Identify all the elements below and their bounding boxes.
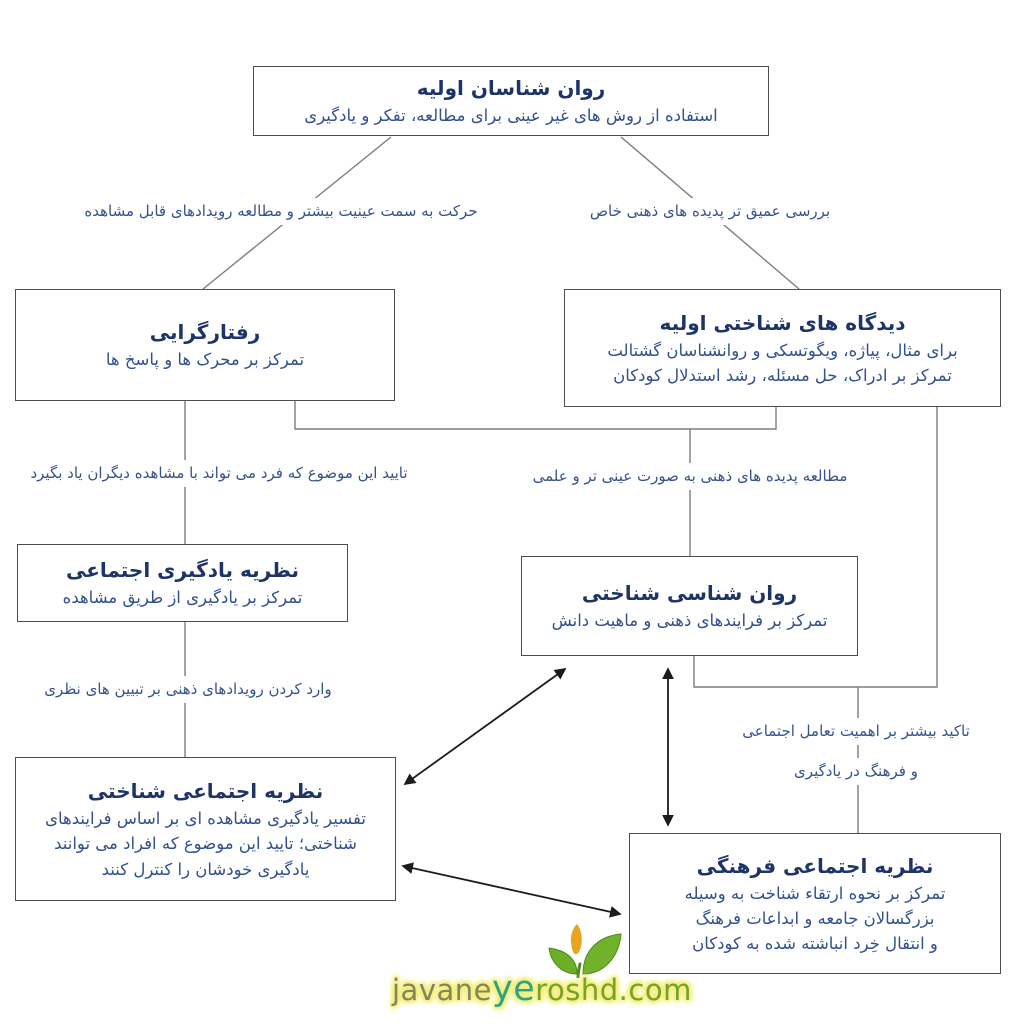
edge-label-study-mental-scientifically: مطالعه پدیده های ذهنی به صورت عینی تر و علمی	[523, 463, 858, 490]
watermark-part-javane: javane	[392, 973, 492, 1007]
box-cognitive-psychology	[521, 556, 858, 656]
box-social-cognitive-theory	[15, 757, 396, 901]
box-text-line: تفسیر یادگیری مشاهده ای بر اساس فرایندهای	[45, 809, 366, 829]
edge-label-mental-events-in-theory: وارد کردن رویدادهای ذهنی بر تبیین های نظری	[34, 676, 341, 703]
watermark-text	[392, 969, 692, 1009]
box-title: نظریه اجتماعی شناختی	[87, 779, 324, 804]
box-behaviorism	[15, 289, 395, 401]
box-text-line: شناختی؛ تایید این موضوع که افراد می توانند	[54, 834, 357, 854]
edge-label-emphasis-social-interaction-line1: تاکید بیشتر بر اهمیت تعامل اجتماعی	[732, 718, 980, 745]
watermark-part-ye: ye	[491, 969, 536, 1009]
sprout-leaves-icon	[529, 924, 633, 978]
edge-label-deeper-study-mental: بررسی عمیق تر پدیده های ذهنی خاص	[580, 198, 840, 225]
box-title: دیدگاه های شناختی اولیه	[659, 310, 906, 335]
box-social-learning-theory	[17, 544, 348, 622]
box-title: نظریه اجتماعی فرهنگی	[696, 853, 934, 878]
box-title: نظریه یادگیری اجتماعی	[65, 558, 300, 583]
box-text-line: و انتقال خِرد انباشته شده به کودکان	[692, 934, 938, 954]
edge-label-learning-by-observing-others: تایید این موضوع که فرد می تواند با مشاهده دیگران یاد بگیرد	[20, 460, 417, 487]
box-title: روان شناسان اولیه	[416, 76, 606, 101]
box-early-psychologists	[253, 66, 769, 136]
box-text-line: تمرکز بر محرک ها و پاسخ ها	[105, 350, 305, 370]
box-text-line: تمرکز بر یادگیری از طریق مشاهده	[62, 588, 303, 608]
edge-label-emphasis-social-interaction-line2: و فرهنگ در یادگیری	[784, 758, 928, 785]
box-title: رفتارگرایی	[149, 320, 261, 345]
box-text-line: تمرکز بر فرایندهای ذهنی و ماهیت دانش	[551, 611, 828, 631]
box-title: روان شناسی شناختی	[581, 581, 798, 606]
watermark-part-roshd: roshd.com	[535, 973, 692, 1007]
box-text-line: تمرکز بر ادراک، حل مسئله، رشد استدلال کودکان	[613, 366, 952, 385]
arrow-socialcognitive-culturaltheory	[403, 866, 620, 914]
box-text-line: برای مثال، پیاژه، ویگوتسکی و روانشناسان گشتالت	[607, 340, 958, 360]
box-text-line: بزرگسالان جامعه و ابداعات فرهنگ	[695, 908, 935, 928]
edge-label-toward-objectivity: حرکت به سمت عینیت بیشتر و مطالعه رویدادهای قابل مشاهده	[74, 198, 487, 225]
box-text-line: استفاده از روش های غیر عینی برای مطالعه، تفکر و یادگیری	[304, 106, 718, 126]
box-early-cognitive-perspectives	[564, 289, 1001, 407]
box-text-line: یادگیری خودشان را کنترل کنند	[101, 859, 310, 879]
arrow-socialcognitive-cognitivepsychology	[405, 669, 565, 784]
site-watermark	[392, 924, 692, 1007]
box-text-line: تمرکز بر نحوه ارتقاء شناخت به وسیله	[684, 883, 946, 903]
